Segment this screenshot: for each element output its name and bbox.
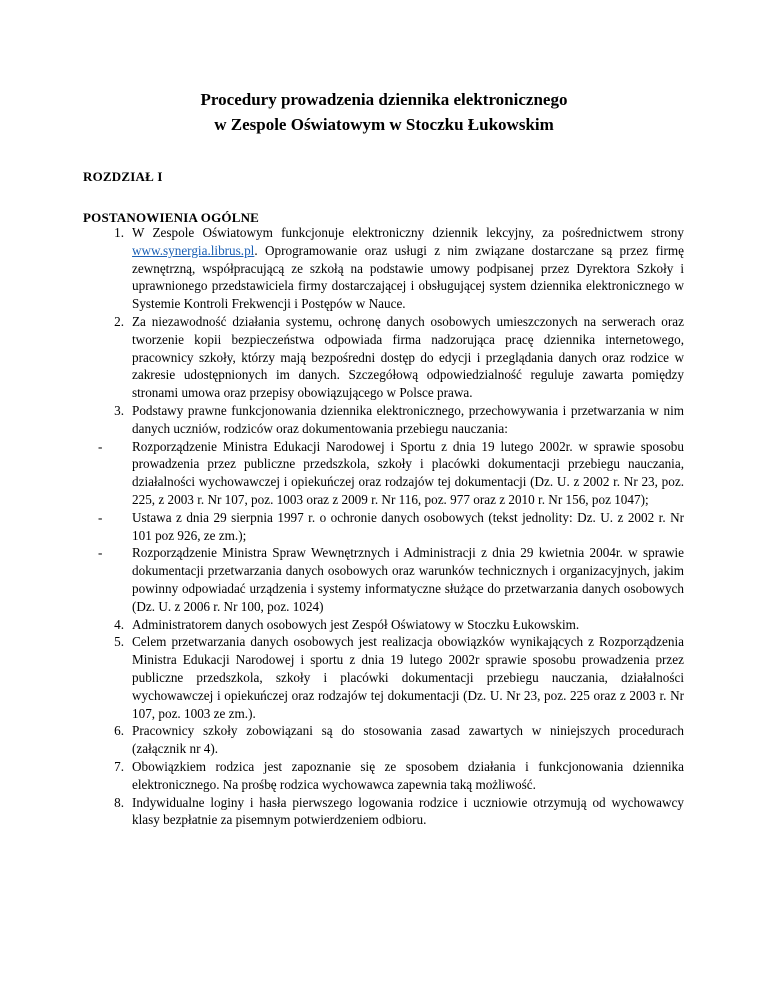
list-item-text: Ustawa z dnia 29 sierpnia 1997 r. o ochronie danych osobowych (tekst jednolity: Dz. U. z 2002 r. Nr 101 poz 926, ze zm.); [132, 509, 684, 543]
list-marker: 6. [114, 723, 124, 739]
list-item [96, 402, 684, 438]
list-item-text: Pracownicy szkoły zobowiązani są do stosowania zasad zawartych w niniejszych procedurach (załącznik nr 4). [132, 723, 684, 757]
list-item [96, 509, 684, 545]
list-item-text: Celem przetwarzania danych osobowych jest realizacja obowiązków wynikających z Rozporządzenia Ministra Edukacji Narodowej i sportu z dnia 19 lutego 2002r sprawie sposobu prowadzenia przez publiczne przedszkola, szkoły i placówki dokumentacji przebiegu nauczania, działalności wychowawczej i opiekuńczej oraz rodzajów tej dokumentacji (Dz. U. Nr 23, poz. 225 oraz z 2003 r. Nr 107, poz. 1003 ze zm.). [132, 634, 684, 721]
list-item [96, 438, 684, 509]
list-marker: 7. [114, 758, 124, 774]
list-item-text: Administratorem danych osobowych jest Zespół Oświatowy w Stoczku Łukowskim. [132, 616, 580, 632]
list-item-text-before-link: W Zespole Oświatowym funkcjonuje elektroniczny dziennik lekcyjny, za pośrednictwem strony [132, 225, 684, 240]
list-item [96, 224, 684, 313]
document-title-line-1: Procedury prowadzenia dziennika elektronicznego [200, 90, 568, 109]
list-item-text: Za niezawodność działania systemu, ochronę danych osobowych umieszczonych na serwerach oraz tworzenie kopii bezpieczeństwa odpowiada firma nadzorująca pracę dziennika internetowego, pracownicy szkoły, którzy mają bezpośredni dostęp do edycji i przeglądania danych oraz rodzice w zakresie udostępnionych im danych. Szczegółową odpowiedzialność reguluje zawarta pomiędzy stronami umowa oraz przepisy obowiązującego w Polsce prawa. [132, 313, 684, 401]
document-title-line-2: w Zespole Oświatowym w Stoczku Łukowskim [214, 115, 554, 134]
synergia-link[interactable]: www.synergia.librus.pl [132, 242, 255, 258]
list-item [96, 758, 684, 794]
list-item-text-after-link: . Oprogramowanie oraz usługi z nim związane dostarczane są przez firmę zewnętrzną, współpracującą ze szkołą na podstawie umowy podpisanej przez Dyrektora Szkoły i uprawnionego przedstawiciela firmy dostarczającej i obsługującej system dziennika elektronicznego w Systemie Kontroli Frekwencji i Postępów w Nauce. [132, 242, 684, 312]
list-item-text: Indywidualne loginy i hasła pierwszego logowania rodzice i uczniowie otrzymują od wychowawcy klasy bezpłatnie za pisemnym potwierdzeniem odbioru. [132, 794, 684, 828]
list-item-text: Podstawy prawne funkcjonowania dziennika elektronicznego, przechowywania i przetwarzania w nim danych uczniów, rodziców oraz dokumentowania przebiegu nauczania: [132, 402, 684, 436]
list-item-text: Rozporządzenie Ministra Edukacji Narodowej i Sportu z dnia 19 lutego 2002r. w sprawie sposobu prowadzenia przez publiczne przedszkola, szkoły i placówki dokumentacji przebiegu nauczania, działalności wychowawczej i opiekuńczej oraz rodzajów tej dokumentacji (Dz. U. z 2002 r. Nr 23, poz. 225, z 2003 r. Nr 107, poz. 1003 oraz z 2009 r. Nr 116, poz. 977 oraz z 2010 r. Nr 156, poz 1047); [132, 438, 684, 507]
list-item [96, 616, 684, 634]
list-marker: - [98, 438, 103, 454]
list-marker: 2. [114, 313, 124, 329]
list-marker: - [98, 545, 103, 561]
list-marker: 1. [114, 225, 124, 240]
list-item-text [132, 224, 684, 313]
list-item-text: Obowiązkiem rodzica jest zapoznanie się ze sposobem działania i funkcjonowania dziennika elektronicznego. Na prośbę rodzica wychowawca zapewnia taką możliwość. [132, 758, 684, 792]
list-marker: 3. [114, 402, 124, 418]
list-item-text: Rozporządzenie Ministra Spraw Wewnętrznych i Administracji z dnia 29 kwietnia 2004r. w sprawie dokumentacji przetwarzania danych osobowych oraz warunków technicznych i organizacyjnych, jakim powinny odpowiadać urządzenia i systemy informatyczne służące do przetwarzania danych osobowych (Dz. U. z 2006 r. Nr 100, poz. 1024) [132, 545, 684, 614]
list-marker: 4. [114, 616, 124, 632]
list-marker: - [98, 509, 103, 525]
list-item [96, 633, 684, 722]
list-marker: 8. [114, 794, 124, 810]
list-marker: 5. [114, 634, 124, 650]
provisions-list [96, 224, 684, 829]
section-heading: POSTANOWIENIA OGÓLNE [83, 210, 260, 225]
list-item [96, 722, 684, 758]
list-item [96, 794, 684, 830]
list-item [96, 544, 684, 615]
list-item [96, 313, 684, 402]
chapter-heading: ROZDZIAŁ I [83, 169, 163, 184]
